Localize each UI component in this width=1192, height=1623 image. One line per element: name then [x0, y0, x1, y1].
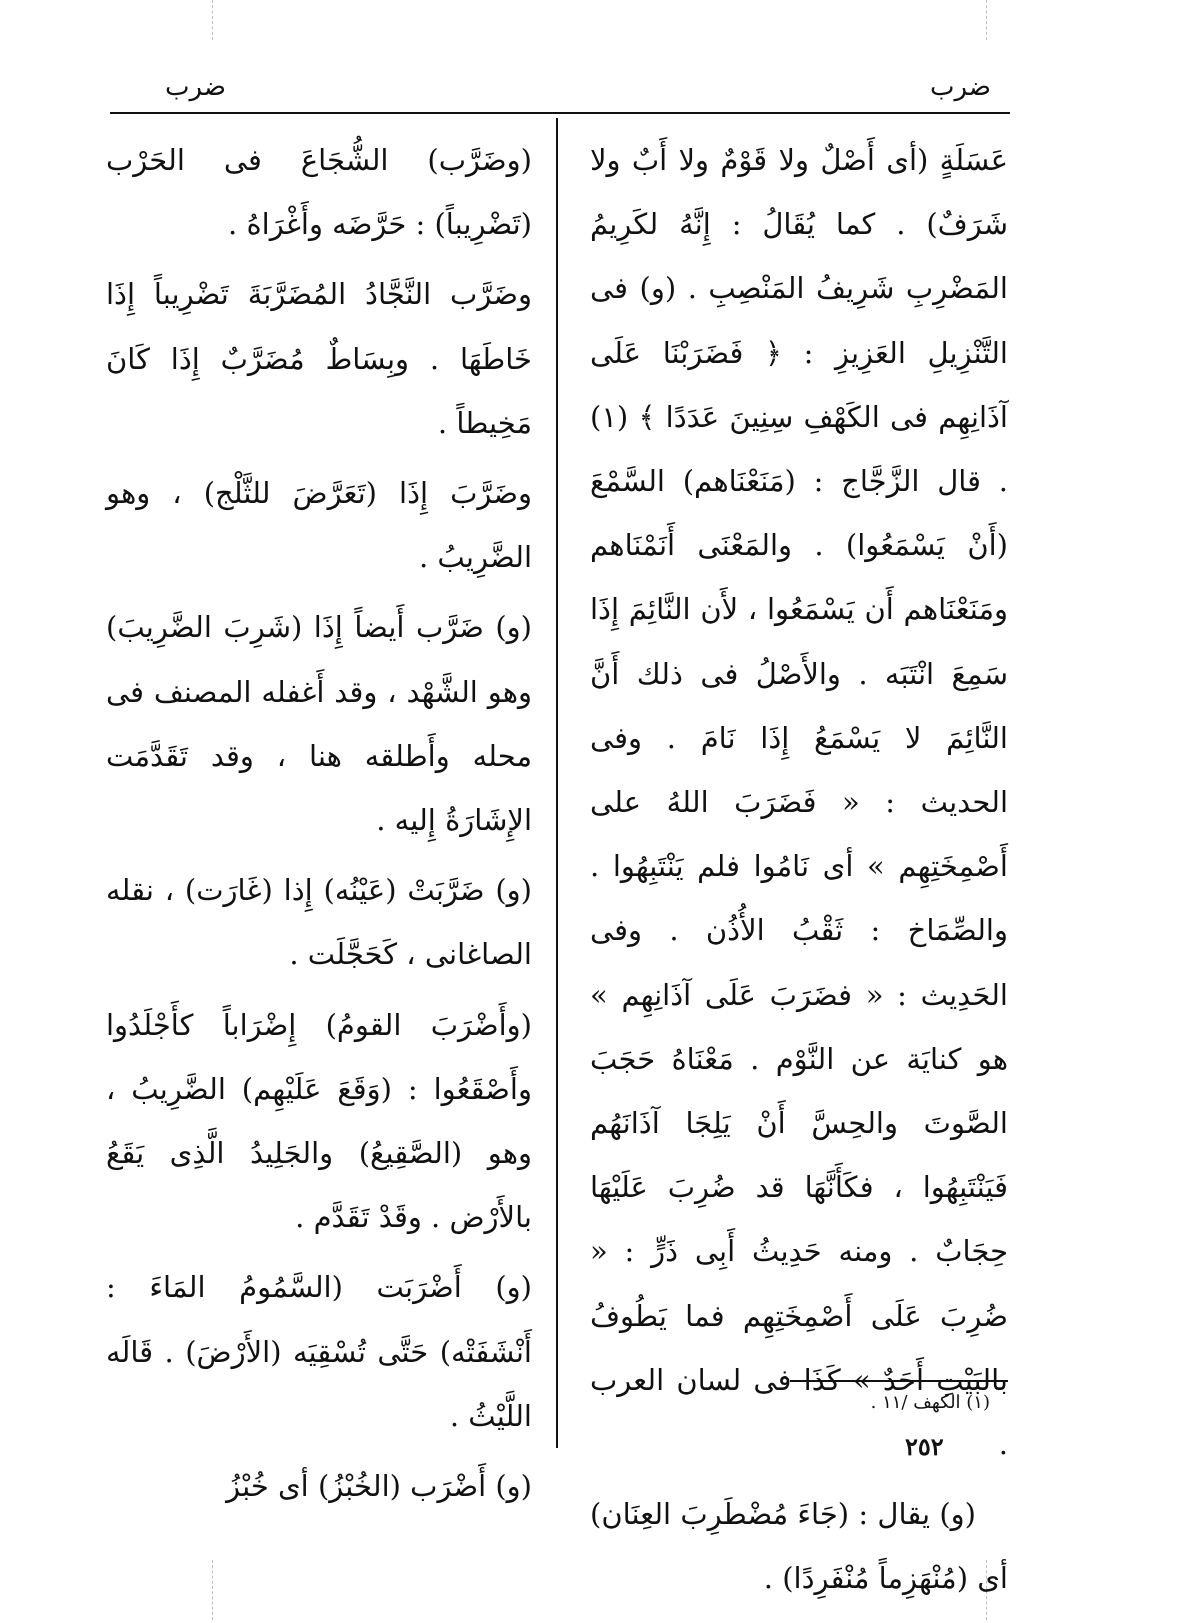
left-column — [106, 128, 532, 1524]
footnote: (١) الكهف /١١ . — [870, 1392, 990, 1413]
paragraph: (و) يقال : (جَاءَ مُضْطَرِبَ العِنَان) أى (مُنْهَزِماً مُنْفَرِدًا) . — [590, 1497, 1008, 1596]
paragraph: وضَرَّب النَّجَّادُ المُضَرَّبَةَ تَضْرِيباً إِذَا خَاطَهَا . وبِسَاطٌ مُضَرَّبٌ إِذَا كَانَ مَخِيطاً . — [106, 277, 532, 440]
scan-artifact — [986, 0, 987, 40]
paragraph: (وضَرَّب) الشُّجَاعَ فى الحَرْب (تَضْرِيباً) : حَرَّضَه وأَغْرَاهُ . — [106, 143, 532, 242]
footnote-rule — [790, 1380, 1008, 1382]
running-header-right: ضرب — [930, 72, 991, 102]
scan-artifact — [212, 0, 213, 40]
paragraph: (و) ضَرَّبَتْ (عَيْنُه) إِذا (غَارَت) ، نقله الصاغانى ، كَحَجَّلَت . — [106, 873, 532, 972]
paragraph: (و) أَضْرَبَت (السَّمُومُ المَاءَ : أَنْشَفَتْه) حَتَّى تُسْقِيَه (الأَرْضَ) . قَالَه اللَّيْثُ . — [106, 1270, 532, 1433]
paragraph: (و) أَضْرَب (الخُبْزُ) أى خُبْزُ — [226, 1469, 532, 1504]
paragraph: (وأَضْرَبَ القومُ) إِضْرَاباً كأَجْلَدُوا وأَصْقَعُوا : (وَقَعَ عَلَيْهِم) الضَّرِيبُ ، وهو (الصَّقِيعُ) والجَلِيدُ الَّذِى يَقَعُ بالأَرْض . وقَدْ تَقَدَّم . — [106, 1007, 532, 1235]
page-number: ٢٥٢ — [905, 1432, 944, 1461]
scan-artifact — [212, 1560, 213, 1620]
paragraph: وضَرَّبَ إِذَا (تَعَرَّضَ للثَّلْج) ، وهو الضَّرِيبُ . — [106, 476, 532, 575]
running-header-left: ضرب — [165, 72, 226, 102]
paragraph: (و) ضَرَّب أَيضاً إِذَا (شَرِبَ الضَّرِيبَ) وهو الشَّهْد ، وقد أَغفله المصنف فى محله وأَطلقه هنا ، وقد تَقَدَّمَت الإِشَارَةُ إِليه . — [106, 610, 532, 838]
header-rule — [110, 112, 1010, 114]
column-divider — [556, 118, 558, 1448]
paragraph: عَسَلَةٍ (أى أَصْلٌ ولا قَوْمٌ ولا أَبٌ ولا شَرَفٌ) . كما يُقَالُ : إِنَّهُ لكَرِيمُ المَضْرِبِ شَرِيفُ المَنْصِبِ . (و) فى التَّنْزِيلِ العَزِيزِ : ﴿ فَضَرَبْنَا عَلَى آذَانِهِم فى الكَهْفِ سِنِينَ عَدَدًا ﴾ (١) . قال الزَّجَّاج : (مَنَعْنَاهم) السَّمْعَ (أَنْ يَسْمَعُوا) . والمَعْنَى أَنَمْنَاهم ومَنَعْنَاهم أَن يَسْمَعُوا ، لأَن النَّائِمَ إِذَا سَمِعَ انْتَبَه . والأَصْلُ فى ذلك أَنَّ النَّائِمَ لا يَسْمَعُ إِذَا نَامَ . وفى الحديث : « فَضَرَبَ اللهُ على أَصْمِخَتِهِم » أى نَامُوا فلم يَنْتَبِهُوا . والصِّمَاخ : ثَقْبُ الأُذُن . وفى الحَدِيث : « فضَرَبَ عَلَى آذَانِهِم » هو كنايَة عن النَّوْم . مَعْنَاهُ حَجَبَ الصَّوتَ والحِسَّ أَنْ يَلِجَا آذَانَهُم فَيَنْتَبِهُوا ، فكَأَنَّهَا قد ضُرِبَ عَلَيْهَا حِجَابٌ . ومنه حَدِيثُ أَبِى ذَرٍّ : « ضُرِبَ عَلَى أَصْمِخَتِهِم فما يَطُوفُ بالبَيْتِ أَحَدٌ » كَذَا فى لسان العرب . — [590, 143, 1008, 1462]
